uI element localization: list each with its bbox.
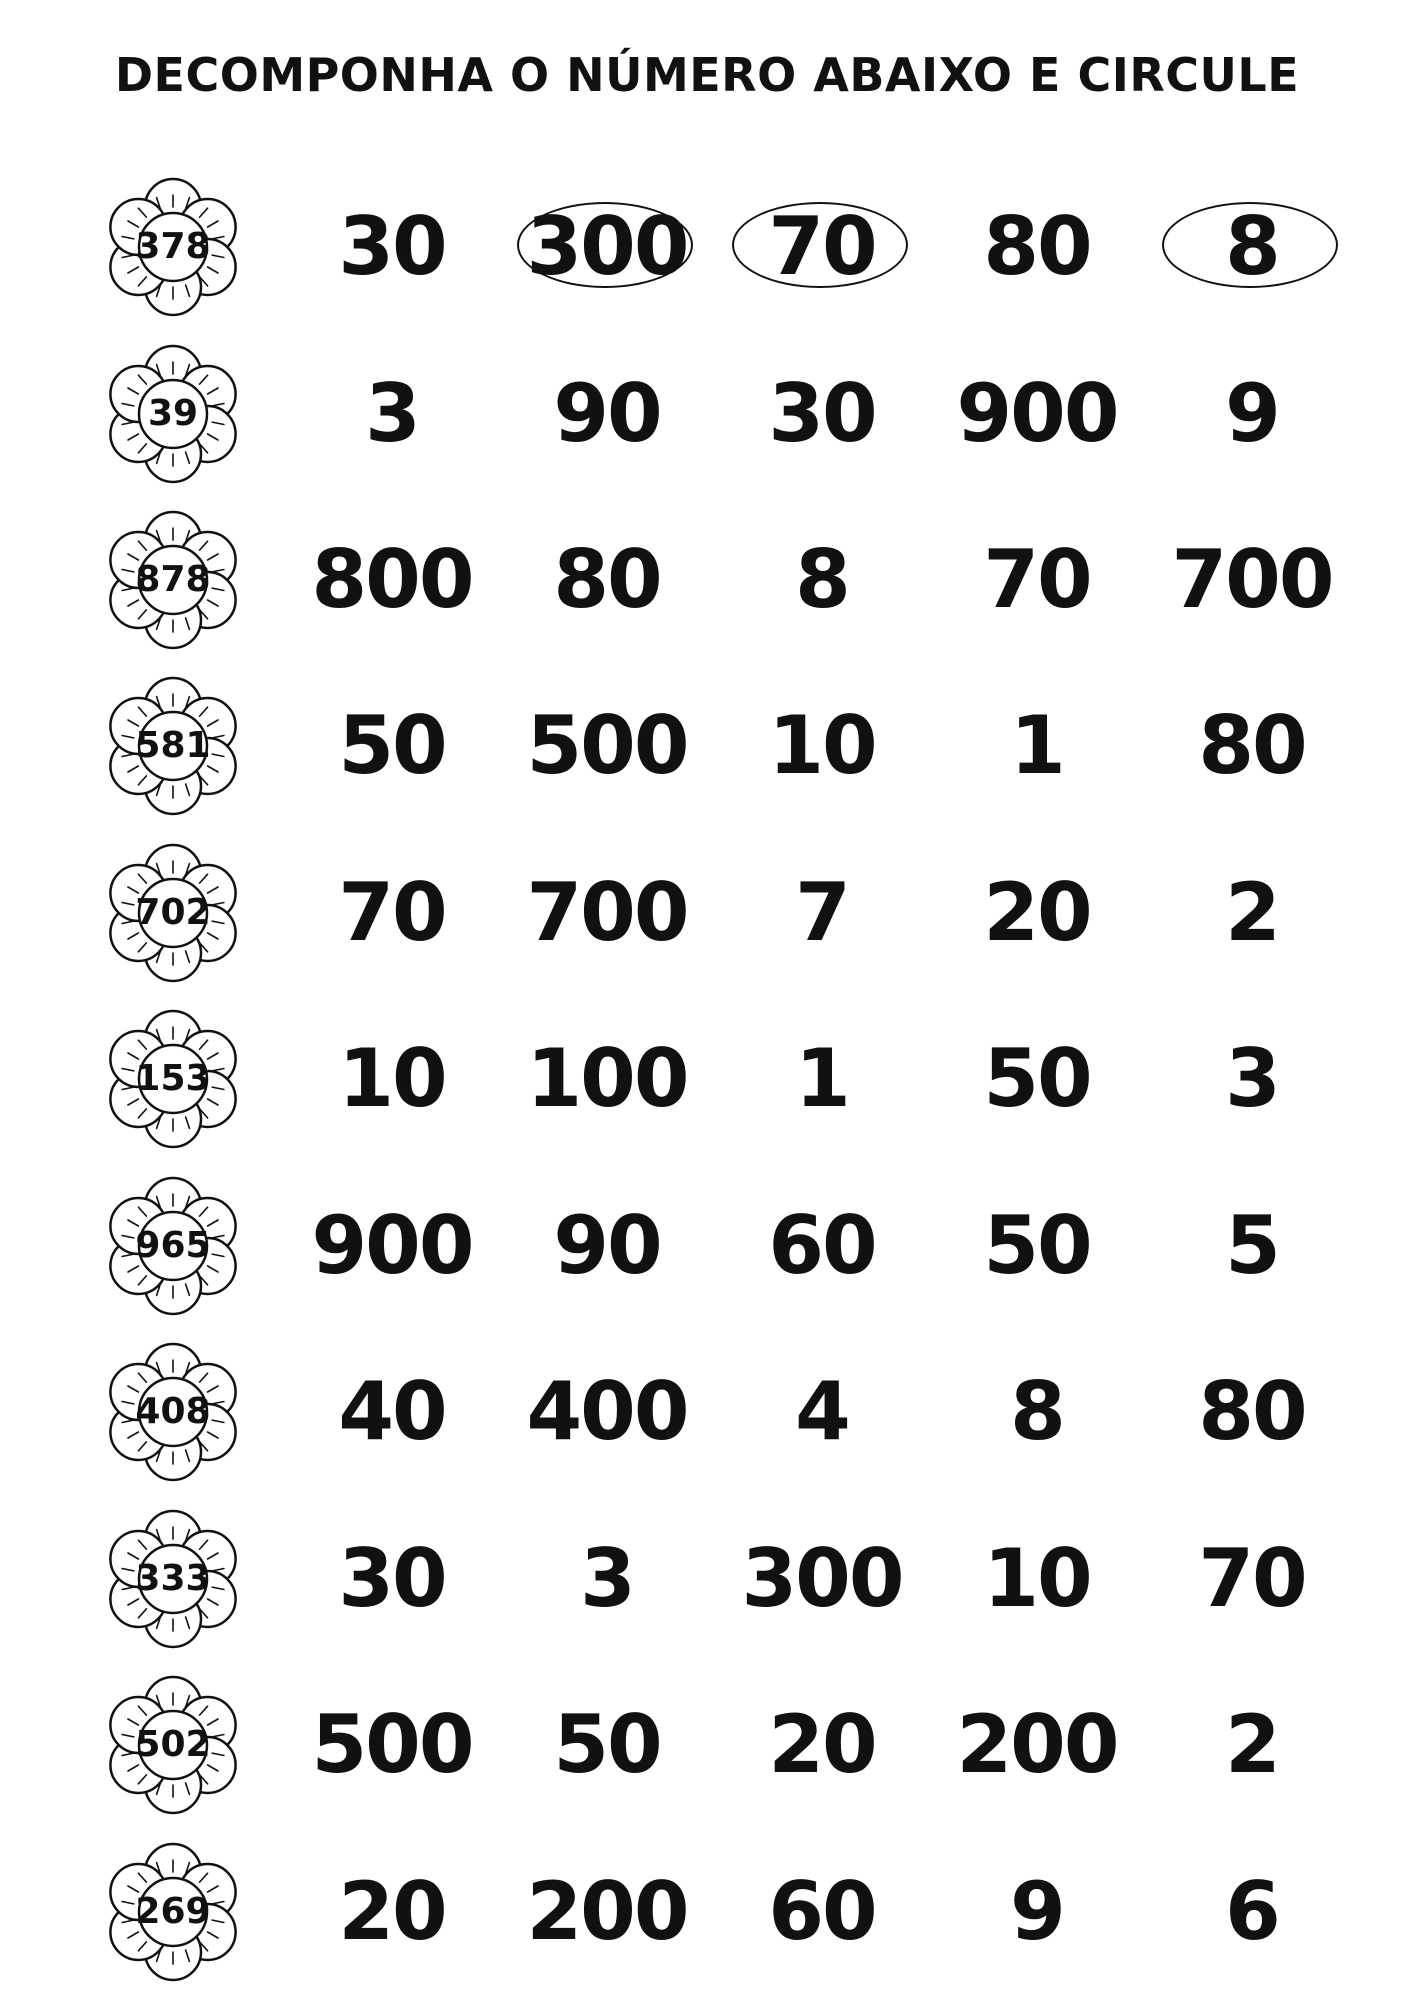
option-value: 1 — [795, 1032, 849, 1125]
option-2[interactable] — [727, 167, 917, 327]
option-3[interactable] — [942, 833, 1132, 993]
option-value: 2 — [1225, 1698, 1279, 1791]
option-value: 70 — [983, 533, 1091, 626]
flower-icon — [88, 1499, 258, 1659]
option-2[interactable] — [727, 334, 917, 494]
option-value: 300 — [741, 1532, 903, 1625]
flower-number: 702 — [135, 892, 211, 933]
flower-icon — [88, 666, 258, 826]
exercise-row — [0, 1832, 1414, 1992]
option-value: 60 — [768, 1865, 876, 1958]
option-value: 50 — [983, 1032, 1091, 1125]
option-0[interactable] — [297, 833, 487, 993]
option-2[interactable] — [727, 500, 917, 660]
option-2[interactable] — [727, 666, 917, 826]
option-value: 10 — [768, 699, 876, 792]
option-value: 900 — [956, 367, 1118, 460]
option-value: 4 — [795, 1365, 849, 1458]
option-1[interactable] — [512, 666, 702, 826]
option-0[interactable] — [297, 666, 487, 826]
option-2[interactable] — [727, 1832, 917, 1992]
option-0[interactable] — [297, 1499, 487, 1659]
option-4[interactable] — [1157, 334, 1347, 494]
option-3[interactable] — [942, 1832, 1132, 1992]
option-1[interactable] — [512, 1832, 702, 1992]
flower-icon — [88, 167, 258, 327]
option-value: 30 — [338, 1532, 446, 1625]
option-value: 200 — [956, 1698, 1118, 1791]
flower-icon — [88, 334, 258, 494]
option-3[interactable] — [942, 167, 1132, 327]
option-value: 6 — [1225, 1865, 1279, 1958]
option-value: 80 — [983, 200, 1091, 293]
flower-icon — [88, 999, 258, 1159]
option-0[interactable] — [297, 1166, 487, 1326]
option-value: 100 — [526, 1032, 688, 1125]
option-value: 30 — [768, 367, 876, 460]
option-value: 500 — [526, 699, 688, 792]
option-1[interactable] — [512, 1166, 702, 1326]
option-4[interactable] — [1157, 999, 1347, 1159]
flower-icon — [88, 1665, 258, 1825]
option-value: 1 — [1010, 699, 1064, 792]
option-value: 40 — [338, 1365, 446, 1458]
option-1[interactable] — [512, 1332, 702, 1492]
option-value: 50 — [553, 1698, 661, 1791]
option-value: 500 — [311, 1698, 473, 1791]
option-0[interactable] — [297, 1665, 487, 1825]
exercise-row — [0, 1332, 1414, 1492]
exercise-row — [0, 999, 1414, 1159]
option-3[interactable] — [942, 666, 1132, 826]
option-3[interactable] — [942, 1499, 1132, 1659]
option-value: 8 — [1010, 1365, 1064, 1458]
option-value: 7 — [795, 866, 849, 959]
exercise-row — [0, 833, 1414, 993]
option-value: 80 — [1198, 1365, 1306, 1458]
option-4[interactable] — [1157, 666, 1347, 826]
flower-number: 581 — [135, 725, 211, 766]
flower-icon — [88, 1166, 258, 1326]
option-value: 400 — [526, 1365, 688, 1458]
option-value: 8 — [795, 533, 849, 626]
flower-number: 408 — [135, 1391, 211, 1432]
option-value: 50 — [338, 699, 446, 792]
option-value: 5 — [1225, 1199, 1279, 1292]
flower-number: 39 — [147, 393, 199, 434]
option-value: 70 — [1198, 1532, 1306, 1625]
option-value: 800 — [311, 533, 473, 626]
option-3[interactable] — [942, 1665, 1132, 1825]
flower-number: 269 — [135, 1891, 211, 1932]
option-value: 300 — [526, 200, 688, 293]
option-1[interactable] — [512, 833, 702, 993]
option-2[interactable] — [727, 999, 917, 1159]
flower-number: 878 — [135, 559, 211, 600]
flower-icon — [88, 1832, 258, 1992]
flower-number: 153 — [135, 1058, 211, 1099]
option-0[interactable] — [297, 999, 487, 1159]
option-value: 3 — [580, 1532, 634, 1625]
option-value: 70 — [768, 200, 876, 293]
option-value: 9 — [1010, 1865, 1064, 1958]
option-3[interactable] — [942, 1166, 1132, 1326]
option-value: 900 — [311, 1199, 473, 1292]
option-2[interactable] — [727, 1499, 917, 1659]
option-value: 9 — [1225, 367, 1279, 460]
option-2[interactable] — [727, 833, 917, 993]
option-4[interactable] — [1157, 1332, 1347, 1492]
exercise-row — [0, 666, 1414, 826]
option-2[interactable] — [727, 1166, 917, 1326]
option-value: 90 — [553, 1199, 661, 1292]
flower-icon — [88, 833, 258, 993]
option-4[interactable] — [1157, 1166, 1347, 1326]
flower-number: 965 — [135, 1225, 211, 1266]
option-value: 700 — [526, 866, 688, 959]
option-value: 20 — [338, 1865, 446, 1958]
option-4[interactable] — [1157, 500, 1347, 660]
option-value: 10 — [338, 1032, 446, 1125]
option-value: 60 — [768, 1199, 876, 1292]
option-3[interactable] — [942, 334, 1132, 494]
option-value: 80 — [1198, 699, 1306, 792]
option-0[interactable] — [297, 500, 487, 660]
option-value: 200 — [526, 1865, 688, 1958]
exercise-row — [0, 500, 1414, 660]
option-value: 30 — [338, 200, 446, 293]
option-value: 10 — [983, 1532, 1091, 1625]
exercise-row — [0, 167, 1414, 327]
option-4[interactable] — [1157, 1832, 1347, 1992]
option-value: 8 — [1225, 200, 1279, 293]
exercise-row — [0, 1499, 1414, 1659]
option-1[interactable] — [512, 1665, 702, 1825]
option-1[interactable] — [512, 500, 702, 660]
option-1[interactable] — [512, 334, 702, 494]
option-0[interactable] — [297, 1332, 487, 1492]
page-title: DECOMPONHA O NÚMERO ABAIXO E CIRCULE — [114, 48, 1300, 102]
option-3[interactable] — [942, 999, 1132, 1159]
option-0[interactable] — [297, 167, 487, 327]
option-value: 20 — [768, 1698, 876, 1791]
option-1[interactable] — [512, 167, 702, 327]
option-value: 3 — [1225, 1032, 1279, 1125]
flower-icon — [88, 1332, 258, 1492]
option-1[interactable] — [512, 999, 702, 1159]
flower-number: 502 — [135, 1724, 211, 1765]
option-value: 90 — [553, 367, 661, 460]
option-value: 80 — [553, 533, 661, 626]
option-2[interactable] — [727, 1332, 917, 1492]
option-2[interactable] — [727, 1665, 917, 1825]
option-value: 50 — [983, 1199, 1091, 1292]
option-3[interactable] — [942, 500, 1132, 660]
option-4[interactable] — [1157, 833, 1347, 993]
option-value: 700 — [1171, 533, 1333, 626]
exercise-row — [0, 1665, 1414, 1825]
flower-number: 378 — [135, 226, 211, 267]
exercise-row — [0, 1166, 1414, 1326]
flower-number: 333 — [135, 1558, 211, 1599]
option-4[interactable] — [1157, 1665, 1347, 1825]
option-value: 20 — [983, 866, 1091, 959]
option-4[interactable] — [1157, 167, 1347, 327]
option-4[interactable] — [1157, 1499, 1347, 1659]
exercise-row — [0, 334, 1414, 494]
option-0[interactable] — [297, 1832, 487, 1992]
option-3[interactable] — [942, 1332, 1132, 1492]
option-value: 3 — [365, 367, 419, 460]
option-value: 2 — [1225, 866, 1279, 959]
option-0[interactable] — [297, 334, 487, 494]
option-value: 70 — [338, 866, 446, 959]
option-1[interactable] — [512, 1499, 702, 1659]
flower-icon — [88, 500, 258, 660]
